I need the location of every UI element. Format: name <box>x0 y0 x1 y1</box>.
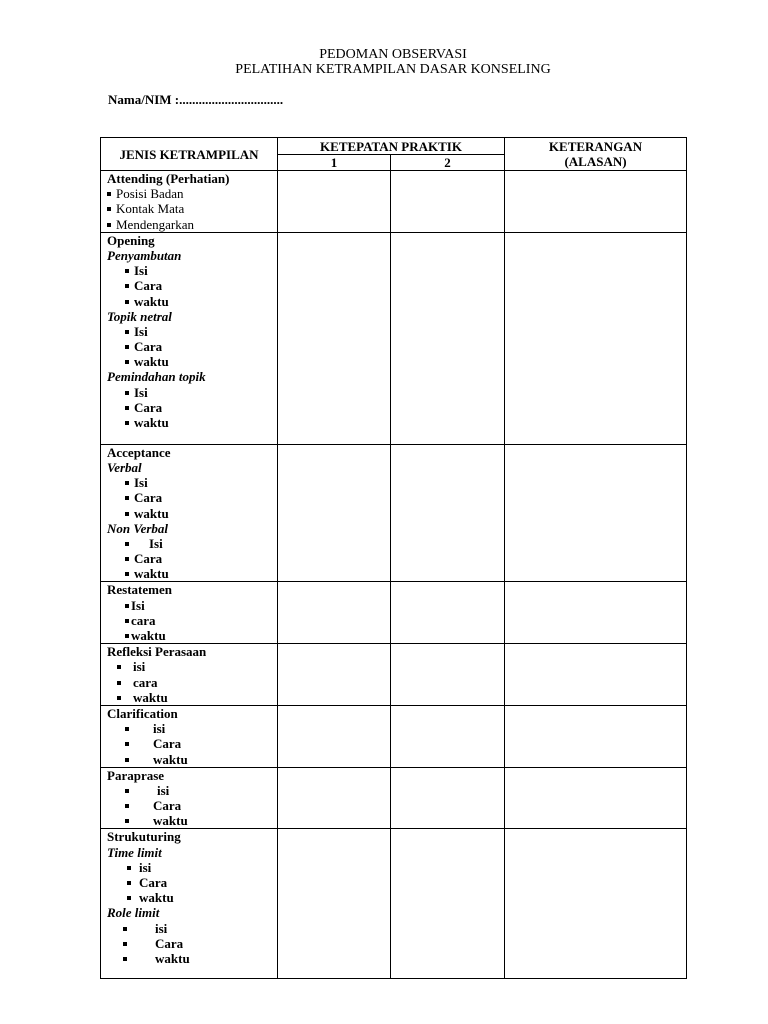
skill-text: Penyambutan <box>107 247 182 263</box>
bullet-icon <box>125 421 129 425</box>
bullet-icon <box>125 481 129 485</box>
skill-text: Isi <box>131 597 145 613</box>
skill-text: Restatemen <box>107 582 172 598</box>
table-row <box>101 171 687 233</box>
skill-text: waktu <box>134 293 169 309</box>
nama-nim-field[interactable]: Nama/NIM :................................ <box>108 92 284 107</box>
bullet-icon <box>125 572 129 576</box>
skill-subitem <box>107 551 277 566</box>
score-cell-2[interactable] <box>391 829 505 979</box>
skill-subitem <box>107 628 277 643</box>
score-cell-2[interactable] <box>391 232 505 444</box>
skill-subitem <box>107 324 277 339</box>
skill-text: Strukuturing <box>107 829 181 845</box>
skill-text: Cara <box>134 339 163 355</box>
keterangan-cell[interactable] <box>505 644 687 706</box>
skill-text: Cara <box>134 399 163 415</box>
skill-text: waktu <box>153 813 188 829</box>
skill-text: Time limit <box>107 844 162 860</box>
bullet-icon <box>127 881 131 885</box>
skill-subitem <box>107 217 277 232</box>
table-row <box>101 582 687 644</box>
score-cell-1[interactable] <box>278 767 391 829</box>
score-cell-2[interactable] <box>391 644 505 706</box>
bullet-icon <box>125 542 129 546</box>
bullet-icon <box>125 819 129 823</box>
skill-text: Cara <box>134 490 163 506</box>
score-cell-1[interactable] <box>278 705 391 767</box>
bullet-icon <box>125 804 129 808</box>
keterangan-cell[interactable] <box>505 582 687 644</box>
score-cell-2[interactable] <box>391 767 505 829</box>
skill-subitem <box>107 536 277 551</box>
bullet-icon <box>107 207 111 211</box>
bullet-icon <box>125 406 129 410</box>
skill-text: Non Verbal <box>107 520 169 536</box>
skill-subitem <box>107 690 277 705</box>
skill-subitem <box>107 613 277 628</box>
observation-table-body <box>101 171 687 979</box>
skill-cell <box>101 705 278 767</box>
skill-subitem <box>107 736 277 751</box>
skill-subitem <box>107 475 277 490</box>
bullet-icon <box>125 604 129 608</box>
skill-text: cara <box>133 674 158 690</box>
bullet-icon <box>125 512 129 516</box>
table-row <box>101 829 687 979</box>
keterangan-cell[interactable] <box>505 705 687 767</box>
skill-subitem <box>107 490 277 505</box>
skill-text: waktu <box>155 950 190 966</box>
bullet-icon <box>125 269 129 273</box>
skill-subitem <box>107 675 277 690</box>
skill-subitem <box>107 936 277 951</box>
skill-subitem <box>107 263 277 278</box>
table-row <box>101 705 687 767</box>
header-keterangan-line1: KETERANGAN <box>548 139 643 154</box>
skill-subitem <box>107 415 277 430</box>
skill-text: waktu <box>134 566 169 582</box>
skill-heading <box>107 905 277 920</box>
keterangan-cell[interactable] <box>505 444 687 582</box>
table-row <box>101 232 687 444</box>
bullet-icon <box>127 866 131 870</box>
skill-text: Cara <box>134 278 163 294</box>
skill-heading <box>107 644 277 659</box>
skill-text: Mendengarkan <box>116 216 194 232</box>
skill-subitem <box>107 813 277 828</box>
score-cell-2[interactable] <box>391 582 505 644</box>
skill-subitem <box>107 951 277 966</box>
skill-text: Attending (Perhatian) <box>107 171 230 186</box>
skill-subitem <box>107 294 277 309</box>
skill-text: Clarification <box>107 705 178 721</box>
skill-subitem <box>107 798 277 813</box>
skill-text: isi <box>155 920 168 936</box>
skill-text: cara <box>131 612 156 628</box>
bullet-icon <box>117 665 121 669</box>
header-keterangan <box>505 138 687 171</box>
skill-subitem <box>107 890 277 905</box>
skill-subitem <box>107 385 277 400</box>
score-cell-1[interactable] <box>278 232 391 444</box>
skill-text: waktu <box>134 354 169 370</box>
bullet-icon <box>125 789 129 793</box>
bullet-icon <box>123 957 127 961</box>
skill-text: Paraprase <box>107 767 165 783</box>
skill-subitem <box>107 783 277 798</box>
skill-heading <box>107 171 277 186</box>
skill-subitem <box>107 201 277 216</box>
skill-text: Cara <box>155 935 184 951</box>
bullet-icon <box>125 284 129 288</box>
skill-text: Isi <box>149 535 163 551</box>
keterangan-cell[interactable] <box>505 171 687 233</box>
skill-cell <box>101 829 278 979</box>
skill-text: Isi <box>134 384 148 400</box>
skill-subitem <box>107 400 277 415</box>
skill-heading <box>107 829 277 844</box>
bullet-icon <box>125 742 129 746</box>
skill-cell <box>101 767 278 829</box>
skill-subitem <box>107 598 277 613</box>
table-row <box>101 767 687 829</box>
skill-text: waktu <box>131 628 166 643</box>
skill-subitem <box>107 860 277 875</box>
skill-text: Role limit <box>107 905 160 921</box>
skill-subitem <box>107 566 277 581</box>
bullet-icon <box>125 345 129 349</box>
bullet-icon <box>125 758 129 762</box>
skill-heading <box>107 521 277 536</box>
keterangan-cell[interactable] <box>505 829 687 979</box>
bullet-icon <box>107 192 111 196</box>
skill-subitem <box>107 354 277 369</box>
skill-subitem <box>107 921 277 936</box>
keterangan-cell[interactable] <box>505 767 687 829</box>
skill-cell <box>101 171 278 233</box>
bullet-icon <box>127 896 131 900</box>
skill-text: Opening <box>107 232 155 248</box>
skill-text: waktu <box>153 751 188 767</box>
bullet-icon <box>125 727 129 731</box>
bullet-icon <box>123 942 127 946</box>
bullet-icon <box>125 300 129 304</box>
skill-text: isi <box>139 859 152 875</box>
bullet-icon <box>125 360 129 364</box>
skill-subitem <box>107 278 277 293</box>
skill-subitem <box>107 506 277 521</box>
skill-heading <box>107 582 277 597</box>
skill-text: isi <box>157 782 170 798</box>
bullet-icon <box>117 696 121 700</box>
skill-text: Isi <box>134 475 148 491</box>
skill-text: waktu <box>139 890 174 906</box>
skill-cell <box>101 232 278 444</box>
skill-heading <box>107 460 277 475</box>
bullet-icon <box>123 927 127 931</box>
skill-text: Pemindahan topik <box>107 369 206 385</box>
skill-text: Acceptance <box>107 444 171 460</box>
bullet-icon <box>117 681 121 685</box>
bullet-icon <box>107 223 111 227</box>
skill-text: Posisi Badan <box>116 186 184 202</box>
table-row <box>101 444 687 582</box>
table-row <box>101 644 687 706</box>
score-cell-2[interactable] <box>391 171 505 233</box>
skill-heading <box>107 706 277 721</box>
score-cell-1[interactable] <box>278 644 391 706</box>
keterangan-cell[interactable] <box>505 232 687 444</box>
skill-subitem <box>107 339 277 354</box>
header-keterangan-line2: (ALASAN) <box>564 154 627 169</box>
header-jenis-ketrampilan: JENIS KETRAMPILAN <box>101 138 278 171</box>
skill-cell <box>101 444 278 582</box>
skill-heading <box>107 248 277 263</box>
skill-text: Cara <box>134 551 163 567</box>
score-cell-1[interactable] <box>278 444 391 582</box>
skill-cell <box>101 644 278 706</box>
skill-text: waktu <box>133 689 168 705</box>
skill-text: waktu <box>134 505 169 521</box>
skill-text: Cara <box>153 736 182 752</box>
score-cell-1[interactable] <box>278 171 391 233</box>
skill-heading <box>107 768 277 783</box>
skill-text: Topik netral <box>107 308 172 324</box>
header-praktik-1: 1 <box>278 155 391 171</box>
bullet-icon <box>125 496 129 500</box>
bullet-icon <box>125 634 129 638</box>
skill-subitem <box>107 186 277 201</box>
score-cell-2[interactable] <box>391 444 505 582</box>
bullet-icon <box>125 330 129 334</box>
skill-subitem <box>107 659 277 674</box>
skill-subitem <box>107 752 277 767</box>
skill-text: Isi <box>134 323 148 339</box>
skill-text: Verbal <box>107 459 142 475</box>
header-praktik-2: 2 <box>391 155 505 171</box>
bullet-icon <box>125 391 129 395</box>
score-cell-1[interactable] <box>278 829 391 979</box>
skill-text: Cara <box>153 798 182 814</box>
document-title: PEDOMAN OBSERVASI <box>319 47 467 62</box>
skill-text: isi <box>133 659 146 675</box>
skill-subitem <box>107 721 277 736</box>
skill-text: isi <box>153 721 166 737</box>
score-cell-2[interactable] <box>391 705 505 767</box>
observation-table <box>100 137 687 979</box>
document-subtitle: PELATIHAN KETRAMPILAN DASAR KONSELING <box>235 62 551 77</box>
skill-heading <box>107 845 277 860</box>
skill-text: Isi <box>134 263 148 279</box>
skill-heading <box>107 233 277 248</box>
header-ketepatan-praktik: KETEPATAN PRAKTIK <box>278 138 505 155</box>
skill-subitem <box>107 875 277 890</box>
skill-text: Refleksi Perasaan <box>107 644 207 660</box>
skill-heading <box>107 309 277 324</box>
skill-heading <box>107 445 277 460</box>
skill-text: waktu <box>134 415 169 430</box>
skill-text: Kontak Mata <box>116 201 185 217</box>
bullet-icon <box>125 557 129 561</box>
skill-text: Cara <box>139 875 168 890</box>
skill-cell <box>101 582 278 644</box>
skill-heading <box>107 369 277 384</box>
bullet-icon <box>125 619 129 623</box>
score-cell-1[interactable] <box>278 582 391 644</box>
